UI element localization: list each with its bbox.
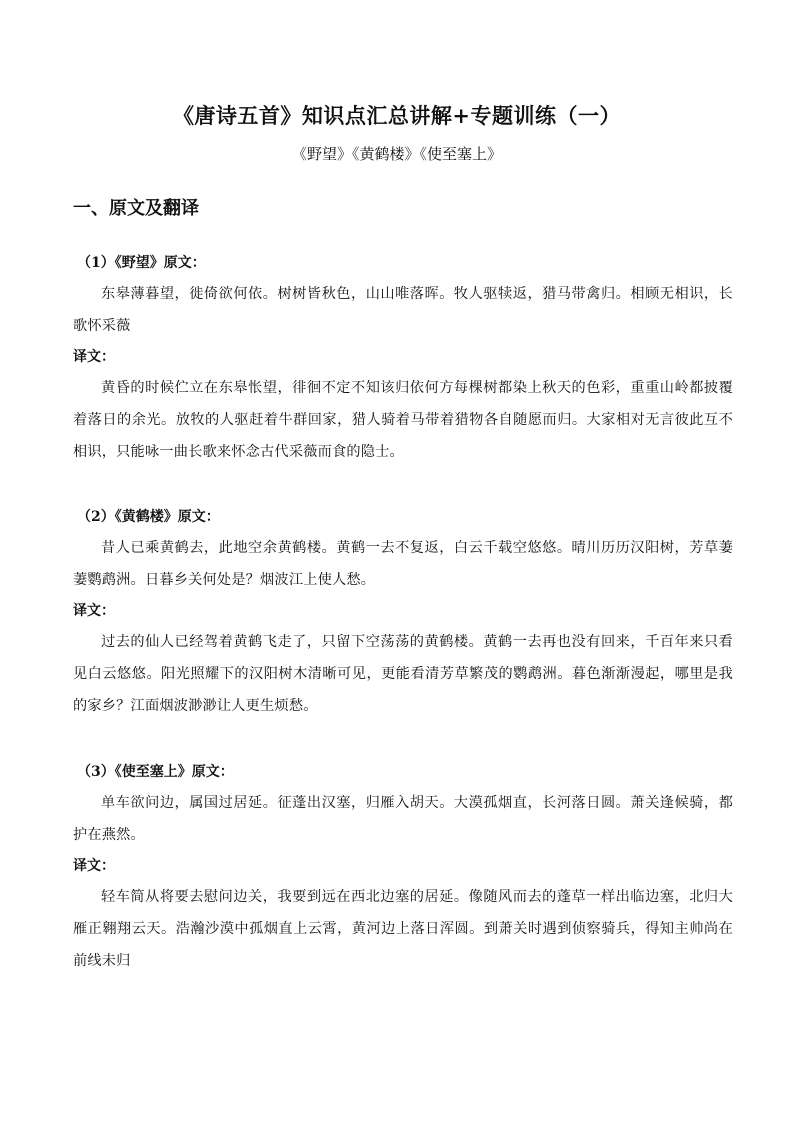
poem-translation: 过去的仙人已经驾着黄鹤飞走了，只留下空荡荡的黄鹤楼。黄鹤一去再也没有回来，千百年来只看见白云悠悠。阳光照耀下的汉阳树木清晰可见，更能看清芳草繁茂的鹦鹉洲。暮色渐渐漫起，哪里是我的家乡？江面烟波渺渺让人更生烦愁。	[73, 634, 733, 714]
poem-translation: 黄昏的时候伫立在东皋怅望，徘徊不定不知该归依何方每棵树都染上秋天的色彩，重重山岭都披覆着落日的余光。放牧的人驱赶着牛群回家，猎人骑着马带着猎物各自随愿而归。大家相对无言彼此互不相识，只能咏一曲长歌来怀念古代采薇而食的隐士。	[73, 380, 733, 460]
poem-label: （1）《野望》原文：	[77, 255, 206, 271]
poem-original: 单车欲问边，属国过居延。征蓬出汉塞，归雁入胡天。大漠孤烟直，长河落日圆。萧关逢候骑，都护在燕然。	[73, 795, 733, 843]
poem-label: （3）《使至塞上》原文：	[77, 764, 234, 780]
translation-label: 译文：	[73, 349, 115, 365]
document-subtitle: 《野望》《黄鹤楼》《使至塞上》	[291, 145, 502, 163]
poem-block-3	[73, 761, 733, 977]
translation-label: 译文：	[73, 858, 115, 874]
poem-block-1	[73, 252, 733, 468]
translation-label: 译文：	[73, 603, 115, 619]
poem-block-2	[73, 506, 733, 722]
poem-original: 东皋薄暮望，徙倚欲何依。树树皆秋色，山山唯落晖。牧人驱犊返，猎马带禽归。相顾无相识，长歌怀采薇	[73, 286, 733, 334]
section-heading: 一、原文及翻译	[73, 198, 199, 219]
poem-translation: 轻车简从将要去慰问边关，我要到远在西北边塞的居延。像随风而去的蓬草一样出临边塞，北归大雁正翱翔云天。浩瀚沙漠中孤烟直上云霄，黄河边上落日浑圆。到萧关时遇到侦察骑兵，得知主帅尚在前线未归	[73, 889, 733, 969]
poem-label: （2）《黄鹤楼》原文：	[77, 509, 220, 525]
poem-original: 昔人已乘黄鹤去，此地空余黄鹤楼。黄鹤一去不复返，白云千载空悠悠。晴川历历汉阳树，芳草萋萋鹦鹉洲。日暮乡关何处是？烟波江上使人愁。	[73, 540, 733, 588]
document-title: 《唐诗五首》知识点汇总讲解+专题训练（一）	[172, 103, 622, 128]
